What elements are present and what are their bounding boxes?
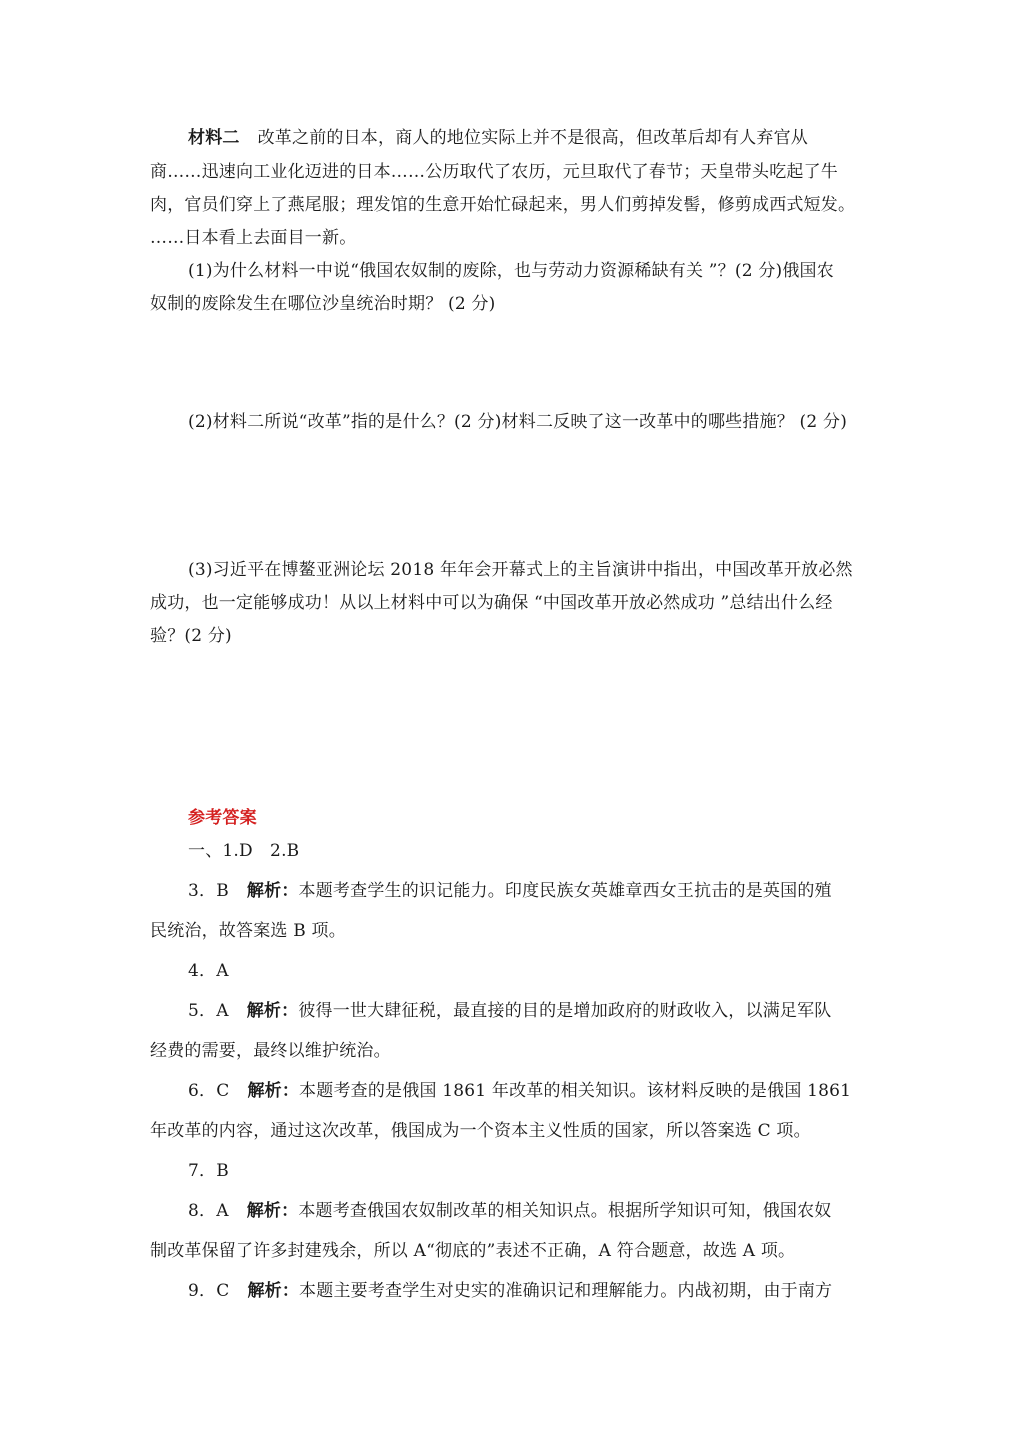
question-1-line-1: (1)为什么材料一中说“俄国农奴制的废除，也与劳动力资源稀缺有关 ”？(2 分)俄国农 bbox=[188, 261, 834, 281]
material2-line-1: 材料二 改革之前的日本，商人的地位实际上并不是很高，但改革后却有人弃官从 bbox=[188, 128, 809, 148]
material2-line-2: 商……迅速向工业化迈进的日本……公历取代了农历，元旦取代了春节；天皇带头吃起了牛 bbox=[150, 162, 838, 182]
answers-heading: 参考答案 bbox=[188, 808, 257, 828]
question-3-line-2: 成功，也一定能够成功！从以上材料中可以为确保 “中国改革开放必然成功 ”总结出什么经 bbox=[150, 593, 833, 613]
question-1-line-2: 奴制的废除发生在哪位沙皇统治时期？ (2 分) bbox=[150, 294, 496, 314]
answer-5-line-1: 5．A 解析：彼得一世大肆征税，最直接的目的是增加政府的财政收入，以满足军队 bbox=[188, 1001, 832, 1021]
answer-8-line-1: 8．A 解析：本题考查俄国农奴制改革的相关知识点。根据所学知识可知，俄国农奴 bbox=[188, 1201, 832, 1221]
answer-3-line-1: 3．B 解析：本题考查学生的识记能力。印度民族女英雄章西女王抗击的是英国的殖 bbox=[188, 881, 832, 901]
material2-line-3: 肉，官员们穿上了燕尾服；理发馆的生意开始忙碌起来，男人们剪掉发髻，修剪成西式短发。 bbox=[150, 195, 856, 215]
question-3-line-1: (3)习近平在博鳌亚洲论坛 2018 年年会开幕式上的主旨演讲中指出，中国改革开放必然 bbox=[188, 560, 853, 580]
answer-9-line-1: 9．C 解析：本题主要考查学生对史实的准确识记和理解能力。内战初期，由于南方 bbox=[188, 1281, 833, 1301]
question-2-line-1: (2)材料二所说“改革”指的是什么？(2 分)材料二反映了这一改革中的哪些措施？ (2 分) bbox=[188, 412, 848, 432]
answer-5-line-2: 经费的需要，最终以维护统治。 bbox=[150, 1041, 391, 1061]
answer-6-line-2: 年改革的内容，通过这次改革，俄国成为一个资本主义性质的国家，所以答案选 C 项。 bbox=[150, 1121, 811, 1141]
question-3-line-3: 验？(2 分) bbox=[150, 626, 232, 646]
material2-label: 材料二 bbox=[188, 128, 240, 148]
answer-6-line-1: 6．C 解析：本题考查的是俄国 1861 年改革的相关知识。该材料反映的是俄国 1861 bbox=[188, 1081, 852, 1101]
answer-7: 7．B bbox=[188, 1161, 229, 1181]
answer-3-line-2: 民统治，故答案选 B 项。 bbox=[150, 921, 346, 941]
answer-4: 4．A bbox=[188, 961, 229, 981]
material2-line-4: ……日本看上去面目一新。 bbox=[150, 228, 357, 248]
answer-8-line-2: 制改革保留了许多封建残余，所以 A“彻底的”表述不正确，A 符合题意，故选 A 项。 bbox=[150, 1241, 796, 1261]
answer-1-2: 一、1.D 2.B bbox=[188, 841, 300, 861]
